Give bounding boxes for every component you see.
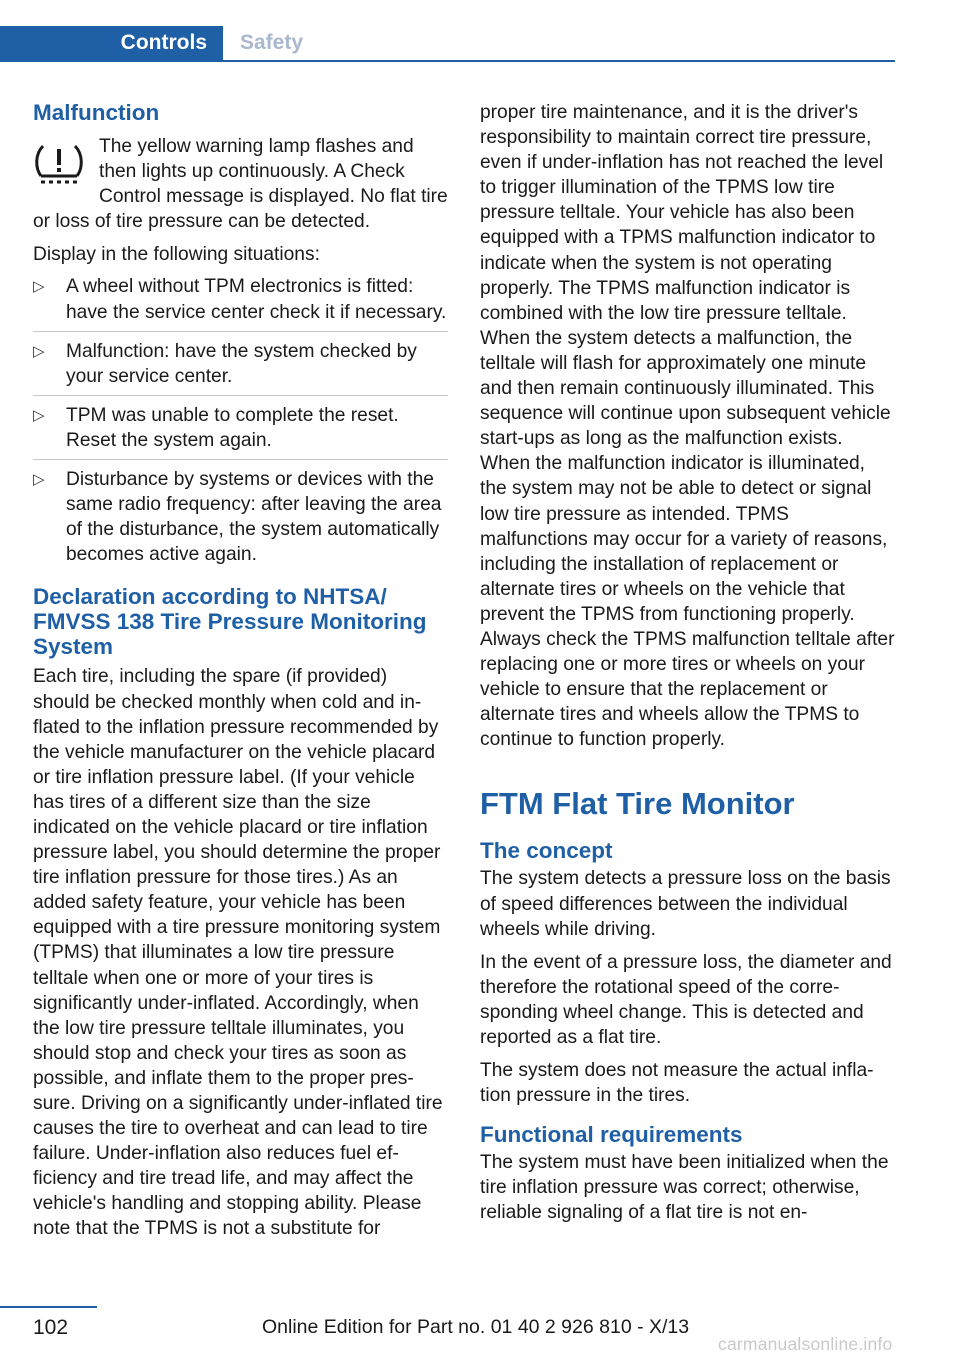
list-item: ▷ Malfunction: have the system checked by your service center.	[33, 339, 448, 396]
list-item: ▷ TPM was unable to complete the reset. Reset the system again.	[33, 403, 448, 460]
tire-pressure-warning-icon	[33, 138, 85, 190]
concept-paragraph: In the event of a pressure loss, the diameter and therefore the rotational speed of the corresponding wheel change. This is detected and reported as a flat tire.	[480, 951, 892, 1048]
page-number: 102	[33, 1316, 69, 1339]
left-column	[33, 100, 448, 1242]
malfunction-heading: Malfunction	[33, 100, 160, 125]
ftm-heading: FTM Flat Tire Monitor	[480, 786, 795, 822]
concept-heading: The concept	[480, 838, 613, 864]
tpms-continued-text: proper tire maintenance, and it is the driver's responsibility to maintain correct tire pressure, even if under-inflation has not reached the level to trigger illumination of the TPMS low tire pressure telltale. Your vehicle has also been equipped with a TPMS malfunction indicator to indicate when the system is not operating properly. The TPMS malfunction indicator is combined with the low tire pressure telltale. When the system detects a malfunction, the telltale will flash for approximately one minute and then remain continuously illuminated. This sequence will continue upon subsequent vehicle start-ups as long as the malfunction exists. When the malfunction indicator is illuminated, the system may not be able to detect or signal low tire pressure as intended. TPMS malfunctions may occur for a variety of reasons, including the installation of replacement or alternate tires or wheels on the vehicle that prevent the TPMS from functioning properly. Always check the TPMS malfunction telltale after replacing one or more tires or wheels on your vehicle to ensure that the replacement or alternate tires and wheels allow the TPMS to continue to function properly.	[480, 102, 895, 751]
malfunction-text: The yellow warning lamp flashes and then lights up continuously. A Check Control message is displayed. No flat tire or loss of tire pressure can be detected.	[33, 136, 448, 233]
edition-line: Online Edition for Part no. 01 40 2 926 810 - X/13	[262, 1316, 690, 1338]
malfunction-block	[33, 134, 448, 234]
situation-list	[33, 274, 448, 574]
tab-controls[interactable]: Controls	[0, 26, 223, 60]
watermark: carmanualsonline.info	[718, 1334, 893, 1354]
footer-divider	[0, 1306, 97, 1308]
chapter-tab-bar	[0, 26, 895, 62]
display-intro: Display in the following situations:	[33, 244, 320, 266]
functional-requirements-text: The system must have been initialized when the tire inflation pressure was correct; otherwise, reliable signaling of a flat tire is not en-	[480, 1152, 889, 1224]
concept-paragraph: The system does not measure the actual inflation pressure in the tires.	[480, 1060, 874, 1107]
right-column	[480, 100, 896, 1226]
tab-safety[interactable]: Safety	[240, 31, 304, 54]
list-item: ▷ A wheel without TPM electronics is fitted: have the service center check it if necessary.	[33, 274, 448, 331]
declaration-heading: Declaration according to NHTSA/ FMVSS 138 Tire Pressure Monitoring System	[33, 584, 427, 660]
functional-requirements-heading: Functional requirements	[480, 1122, 743, 1148]
concept-paragraph: The system detects a pressure loss on the basis of speed differences between the individual wheels while driving.	[480, 868, 891, 940]
declaration-text: Each tire, including the spare (if provided) should be checked monthly when cold and inflated to the inflation pressure recommended by the vehicle manufacturer on the vehicle placard or tire inflation pressure label. (If your vehicle has tires of a different size than the size indicated on the vehicle placard or tire inflation pressure label, you should determine the proper tire inflation pressure for those tires.) As an added safety feature, your vehicle has been equipped with a tire pressure monitoring system (TPMS) that illuminates a low tire pressure telltale when one or more of your tires is significantly under-inflated. Accordingly, when the low tire pressure telltale illuminates, you should stop and check your tires as soon as possible, and inflate them to the proper pressure. Driving on a significantly under-inflated tire causes the tire to overheat and can lead to tire failure. Under-inflation also reduces fuel efficiency and tire tread life, and may affect the vehicle's handling and stopping ability. Please note that the TPMS is not a substitute for	[33, 666, 443, 1240]
list-item: ▷ Disturbance by systems or devices with the same radio frequency: after leaving the area of the disturbance, the system automatically becomes active again.	[33, 467, 448, 574]
